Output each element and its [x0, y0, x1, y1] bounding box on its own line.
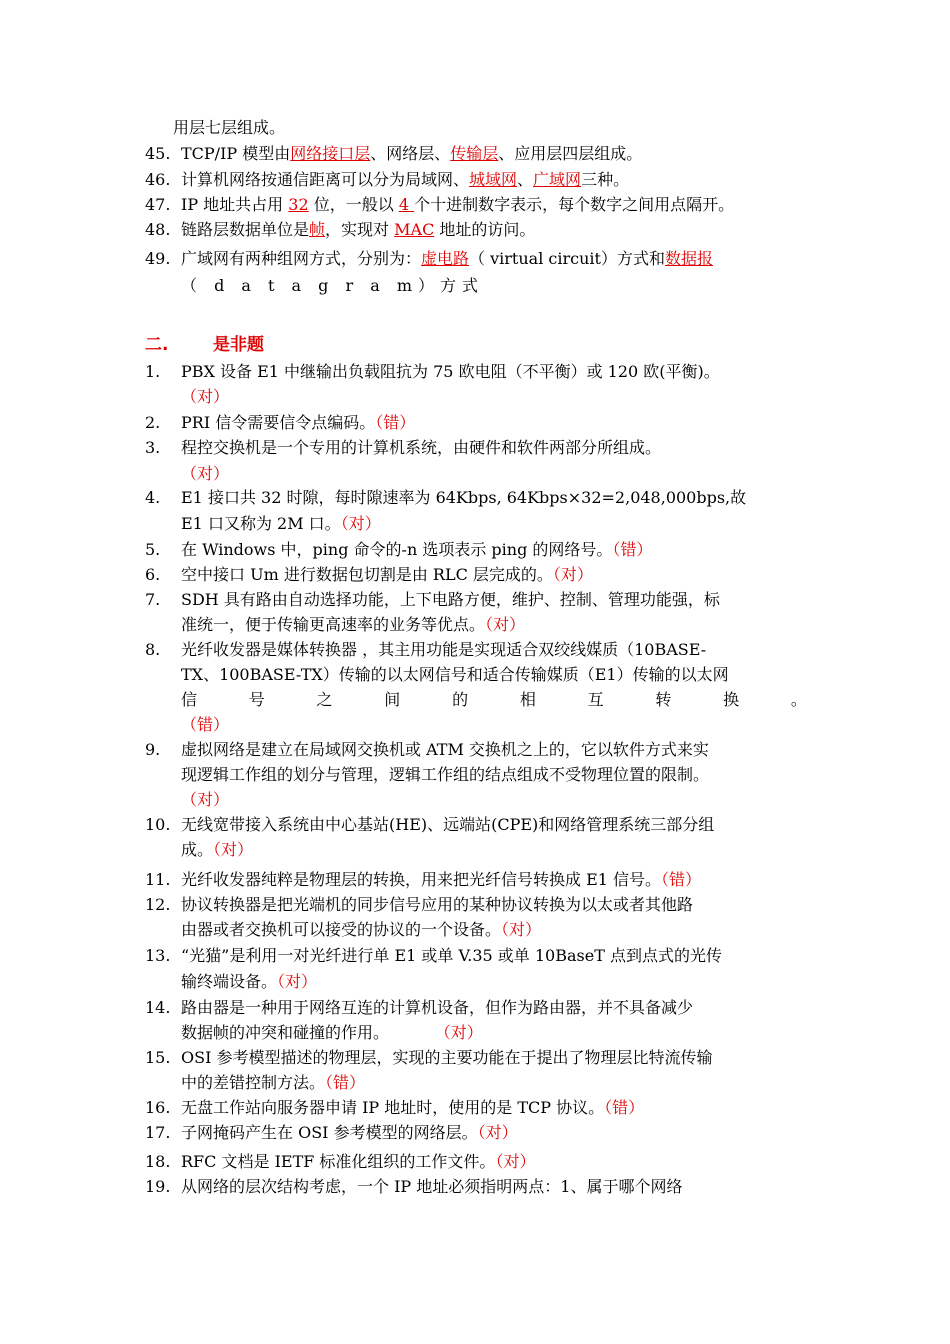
item-text: [181, 170, 629, 190]
spread-character: 。: [790, 690, 807, 709]
item-number: 1.: [145, 362, 161, 381]
item-number: 14.: [145, 998, 171, 1017]
item-number: 12.: [145, 895, 171, 914]
item-text-segment: 广域网有两种组网方式，分别为：: [181, 249, 422, 268]
answer-blank: 广域网: [533, 170, 582, 189]
item-number: 4.: [145, 488, 161, 507]
item-number: 16.: [145, 1098, 171, 1117]
item-number: 46.: [145, 170, 171, 189]
spread-character: 的: [452, 690, 469, 709]
answer-mark: （对）: [485, 615, 526, 634]
spread-character: 之: [316, 690, 333, 709]
answer-mark: （错）: [181, 715, 230, 734]
item-text: 成。（对）: [181, 840, 254, 859]
item-text: “光猫”是利用一对光纤进行单 E1 或单 V.35 或单 10BaseT 点到点式的光传: [181, 946, 722, 965]
item-text: 在 Windows 中，ping 命令的-n 选项表示 ping 的网络号。（错）: [181, 540, 653, 559]
spread-character: 信: [181, 690, 198, 709]
item-text: 空中接口 Um 进行数据包切割是由 RLC 层完成的。（对）: [181, 565, 593, 584]
spread-character: 转: [655, 690, 672, 709]
item-text: [181, 195, 734, 215]
item-text: 输终端设备。（对）: [181, 972, 318, 991]
item-text-segment: IP 地址共占用: [181, 195, 289, 214]
item-text-segment: 、应用层四层组成。: [498, 144, 643, 163]
item-text-segment: 位，一般以: [308, 195, 399, 214]
item-text: 现逻辑工作组的划分与管理，逻辑工作组的结点组成不受物理位置的限制。: [181, 765, 710, 784]
answer-mark: （对）: [181, 790, 230, 809]
item-number: 7.: [145, 590, 161, 609]
item-text: [181, 790, 229, 810]
spread-character: 相: [519, 690, 536, 709]
item-text: 由器或者交换机可以接受的协议的一个设备。（对）: [181, 920, 542, 939]
item-text: E1 接口共 32 时隙，每时隙速率为 64Kbps, 64Kbps×32=2,048,000bps,故: [181, 488, 747, 507]
item-text: 虚拟网络是建立在局域网交换机或 ATM 交换机之上的，它以软件方式来实: [181, 740, 709, 759]
item-text-segment: TCP/IP 模型由: [181, 144, 291, 163]
item-text-segment: 、: [517, 170, 534, 189]
item-number: 10.: [145, 815, 171, 834]
answer-blank: 32: [288, 195, 309, 214]
item-number: 15.: [145, 1048, 171, 1067]
item-text: 中的差错控制方法。（错）: [181, 1073, 366, 1092]
answer-mark: （错）: [325, 1073, 366, 1092]
answer-mark: （对）: [501, 920, 542, 939]
spread-character: 换: [723, 690, 740, 709]
item-number: 17.: [145, 1123, 171, 1142]
item-text: 光纤收发器纯粹是物理层的转换，用来把光纤信号转换成 E1 信号。（错）: [181, 870, 702, 889]
item-text: 无盘工作站向服务器申请 IP 地址时，使用的是 TCP 协议。（错）: [181, 1098, 645, 1117]
section-title: 是非题: [213, 335, 264, 355]
item-text: 子网掩码产生在 OSI 参考模型的网络层。（对）: [181, 1123, 518, 1142]
answer-mark: （对）: [181, 464, 230, 483]
item-text: 协议转换器是把光端机的同步信号应用的某种协议转换为以太或者其他路: [181, 895, 694, 914]
item-text: 准统一，便于传输更高速率的业务等优点。（对）: [181, 615, 526, 634]
document-page: 用层七层组成。 45. TCP/IP 模型由网络接口层、网络层、传输层、应用层四层组成。 46. 计算机网络按通信距离可以分为局域网、城域网、广域网三种。 47. IP 地址共占用 32 位，一般以 4 个十进制数字表示，每个数字之间用点隔开。 48. 链路层数据单位是帧，实现对 MAC 地址的访问。 49. 广域网有两种组网方式，分别为：虚电路（ virtual circuit）方式和数据报 （ d a t a g r a m）方式 二. 是非题 1. PBX 设备 E1 中继输出负载阻抗为 75 欧电阻（不平衡）或 120 欧(平衡)。 （对） 2. PRI 信令需要信令点编码。（错） 3. 程控交换机是一个专用的计算机系统，由硬件和软件两部分所组成。 （对） 4. E1 接口共 32 时隙，每时隙速率为 64Kbps, 64Kbps×32=2,048,000bps,故 E1 口又称为 2M 口。（对） 5. 在 Windows 中，ping 命令的-n 选项表示 ping 的网络号。（错） 6. 空中接口 Um 进行数据包切割是由 RLC 层完成的。（对） 7. SDH 具有路由自动选择功能，上下电路方便，维护、控制、管理功能强，标 准统一，便于传输更高速率的业务等优点。（对） 8. 光纤收发器是媒体转换器 ，其主用功能是实现适合双绞线媒质（10BASE- TX、100BASE-TX）传输的以太网信号和适合传输媒质（E1）传输的以太网 信 号 之 间 的 相 互 转 换 。 （错） 9. 虚拟网络是建立在局域网交换机或 ATM 交换机之上的，它以软件方式来实 现逻辑工作组的划分与管理，逻辑工作组的结点组成不受物理位置的限制。 （对） 10. 无线宽带接入系统由中心基站(HE)、远端站(CPE)和网络管理系统三部分组 成。（对） 11. 光纤收发器纯粹是物理层的转换，用来把光纤信号转换成 E1 信号。（错） 12. 协议转换器是把光端机的同步信号应用的某种协议转换为以太或者其他路 由器或者交换机可以接受的协议的一个设备。（对） 13. “光猫”是利用一对光纤进行单 E1 或单 V.35 或单 10BaseT 点到点式的光传 输终端设备。（对） 14. 路由器是一种用于网络互连的计算机设备，但作为路由器，并不具备减少 数据帧的冲突和碰撞的作用。 （对） 15. OSI 参考模型描述的物理层，实现的主要功能在于提出了物理层比特流传输 中的差错控制方法。（错） 16. 无盘工作站向服务器申请 IP 地址时，使用的是 TCP 协议。（错） 17. 子网掩码产生在 OSI 参考模型的网络层。（对） 18. RFC 文档是 IETF 标准化组织的工作文件。（对） 19. 从网络的层次结构考虑，一个 IP 地址必须指明两点：1、属于哪个网络: [145, 118, 807, 1196]
spread-character: 互: [587, 690, 604, 709]
section-heading: [145, 335, 264, 355]
item-text: 无线宽带接入系统由中心基站(HE)、远端站(CPE)和网络管理系统三部分组: [181, 815, 715, 834]
item-text: OSI 参考模型描述的物理层，实现的主要功能在于提出了物理层比特流传输: [181, 1048, 713, 1067]
answer-mark: （对）: [340, 514, 381, 533]
item-text: 程控交换机是一个专用的计算机系统，由硬件和软件两部分所组成。: [181, 438, 662, 457]
item-number: 13.: [145, 946, 171, 965]
answer-mark: （对）: [477, 1123, 518, 1142]
answer-mark: （错）: [612, 540, 653, 559]
answer-mark: （对）: [213, 840, 254, 859]
item-text: 从网络的层次结构考虑，一个 IP 地址必须指明两点：1、属于哪个网络: [181, 1177, 683, 1196]
item-text: [181, 144, 642, 164]
answer-blank: 虚电路: [421, 249, 470, 268]
item-8-spread-line: [181, 690, 807, 710]
answer-mark: （错）: [375, 413, 416, 432]
item-text: 光纤收发器是媒体转换器 ，其主用功能是实现适合双绞线媒质（10BASE-: [181, 640, 707, 659]
answer-mark: （对）: [181, 387, 230, 406]
section-number: 二.: [145, 335, 169, 355]
item-text: 路由器是一种用于网络互连的计算机设备，但作为路由器，并不具备减少: [181, 998, 694, 1017]
item-text-segment: 计算机网络按通信距离可以分为局域网、: [181, 170, 470, 189]
answer-blank: 4: [398, 195, 415, 214]
item-number: 45.: [145, 144, 171, 163]
spread-character: 号: [248, 690, 265, 709]
answer-blank: 数据报: [664, 249, 713, 268]
item-text: [181, 464, 229, 484]
item-number: 47.: [145, 195, 171, 214]
item-text: E1 口又称为 2M 口。（对）: [181, 514, 381, 533]
item-text: [181, 220, 535, 240]
item-number: 49.: [145, 249, 171, 268]
answer-blank: 网络接口层: [290, 144, 371, 163]
answer-blank: 城域网: [469, 170, 518, 189]
answer-mark: （对）: [495, 1152, 536, 1171]
answer-blank: 帧: [309, 220, 326, 239]
item-text-segment: 、网络层、: [370, 144, 451, 163]
item-text-segment: （ virtual circuit）方式和: [469, 249, 665, 268]
item-text: [181, 715, 229, 735]
item-text-segment: 三种。: [581, 170, 630, 189]
item-number: 6.: [145, 565, 161, 584]
item-number: 8.: [145, 640, 161, 659]
item-text: 数据帧的冲突和碰撞的作用。 （对）: [181, 1023, 483, 1042]
item-text: [181, 387, 229, 407]
item-text: [181, 249, 713, 269]
item-text: RFC 文档是 IETF 标准化组织的工作文件。（对）: [181, 1152, 536, 1171]
item-number: 18.: [145, 1152, 171, 1171]
item-text: PRI 信令需要信令点编码。（错）: [181, 413, 416, 432]
answer-mark: （对）: [389, 1023, 483, 1042]
item-number: 9.: [145, 740, 161, 759]
answer-mark: （错）: [604, 1098, 645, 1117]
item-number: 11.: [145, 870, 171, 889]
item-text-segment: 链路层数据单位是: [181, 220, 310, 239]
answer-mark: （对）: [277, 972, 318, 991]
answer-blank: 传输层: [450, 144, 499, 163]
item-text-segment: 地址的访问。: [434, 220, 536, 239]
item-text: PBX 设备 E1 中继输出负载阻抗为 75 欧电阻（不平衡）或 120 欧(平衡)。: [181, 362, 720, 381]
item-text-segment: ，实现对: [325, 220, 395, 239]
answer-blank: MAC: [394, 220, 435, 239]
item-number: 19.: [145, 1177, 171, 1196]
item-text: SDH 具有路由自动选择功能，上下电路方便，维护、控制、管理功能强，标: [181, 590, 720, 609]
item-number: 48.: [145, 220, 171, 239]
spread-character: 间: [384, 690, 401, 709]
item-text-segment: 个十进制数字表示，每个数字之间用点隔开。: [414, 195, 735, 214]
item-number: 3.: [145, 438, 161, 457]
answer-mark: （错）: [661, 870, 702, 889]
item-number: 5.: [145, 540, 161, 559]
answer-mark: （对）: [552, 565, 593, 584]
item-text: TX、100BASE-TX）传输的以太网信号和适合传输媒质（E1）传输的以太网: [181, 665, 729, 684]
item-number: 2.: [145, 413, 161, 432]
